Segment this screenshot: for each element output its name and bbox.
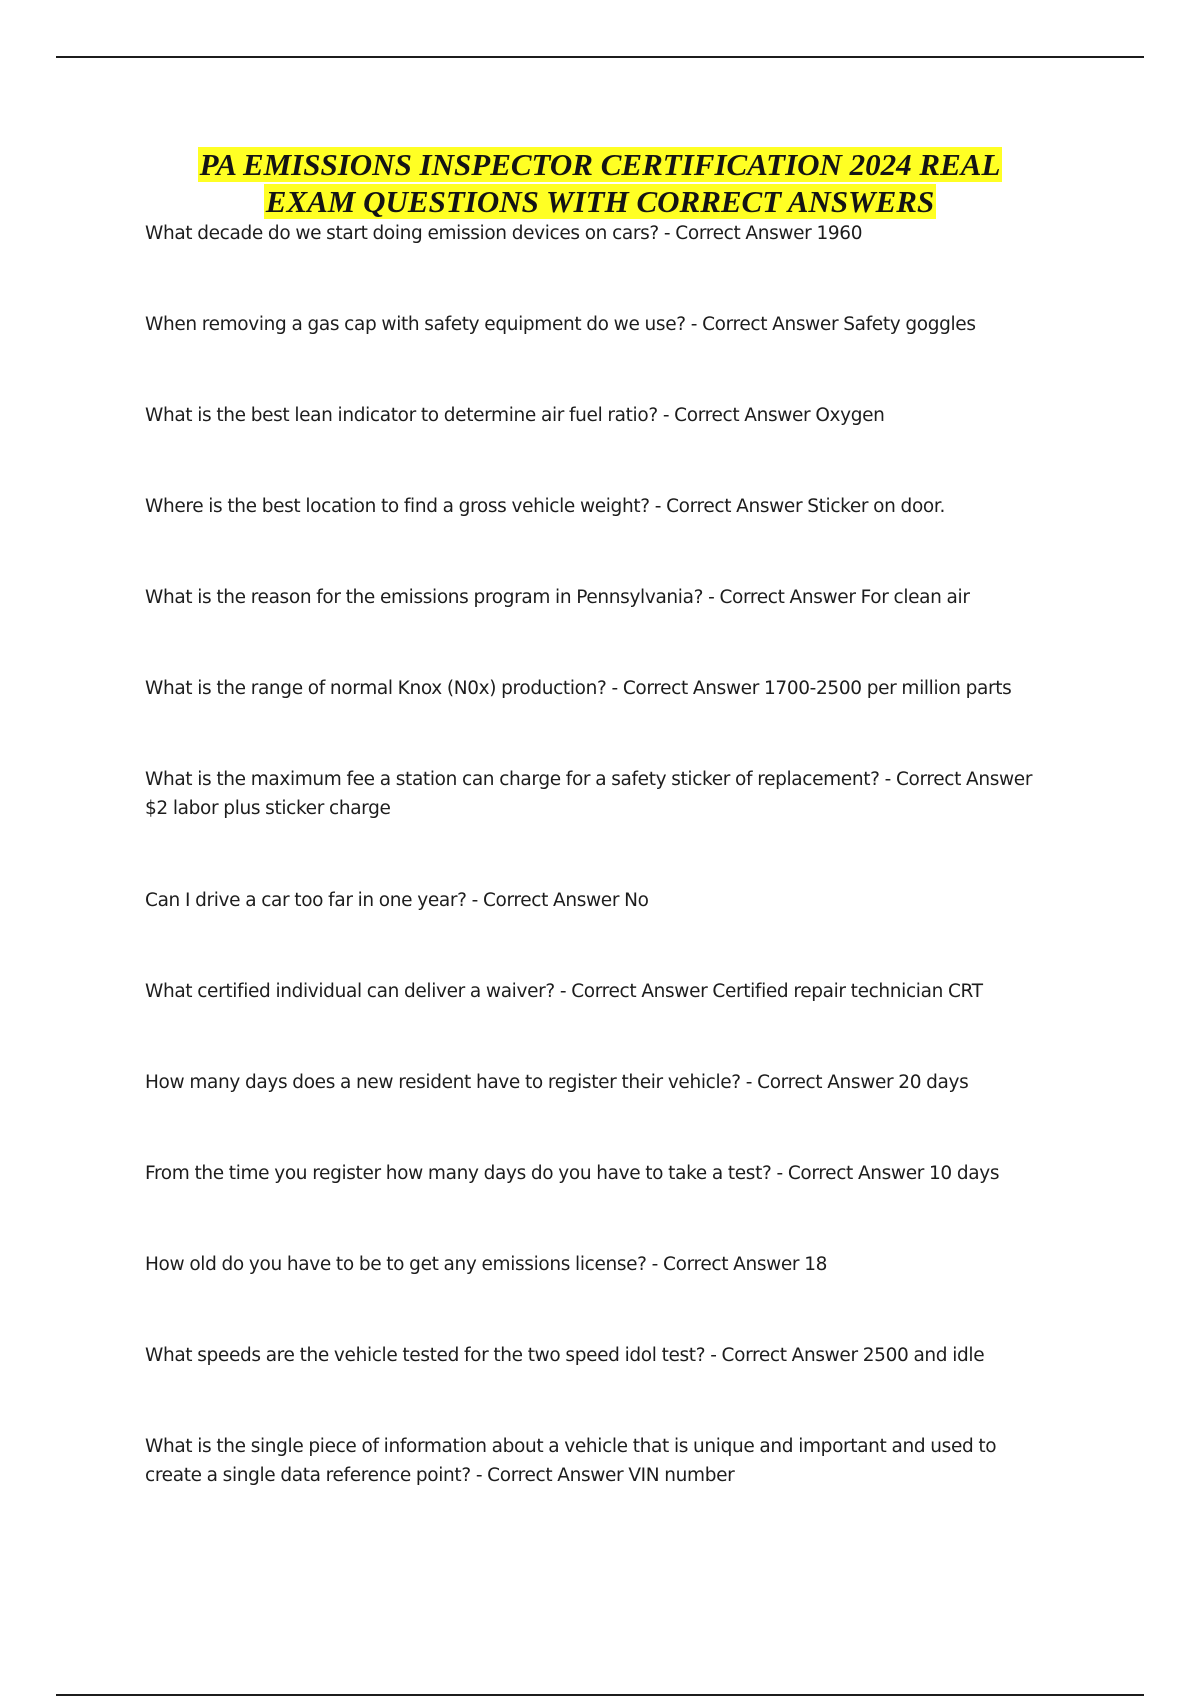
qa-item: What speeds are the vehicle tested for the two speed idol test? - Correct Answer 2500 and idle <box>145 1345 985 1366</box>
qa-item: Where is the best location to find a gross vehicle weight? - Correct Answer Sticker on door. <box>145 496 945 517</box>
qa-item: What is the single piece of information about a vehicle that is unique and important and used to create a single data reference point? - Correct Answer VIN number <box>145 1436 997 1486</box>
qa-item: What is the reason for the emissions program in Pennsylvania? - Correct Answer For clean air <box>145 587 970 608</box>
title-line-2: EXAM QUESTIONS WITH CORRECT ANSWERS <box>265 184 935 219</box>
top-rule <box>56 56 1144 58</box>
qa-item: How old do you have to be to get any emissions license? - Correct Answer 18 <box>145 1254 828 1275</box>
qa-item: From the time you register how many days do you have to take a test? - Correct Answer 10 days <box>145 1163 1000 1184</box>
qa-item: What certified individual can deliver a waiver? - Correct Answer Certified repair technician CRT <box>145 981 983 1002</box>
bottom-rule <box>56 1694 1144 1696</box>
qa-item: When removing a gas cap with safety equipment do we use? - Correct Answer Safety goggles <box>145 314 976 335</box>
qa-item: What is the range of normal Knox (N0x) production? - Correct Answer 1700-2500 per million parts <box>145 678 1012 699</box>
qa-item: What decade do we start doing emission devices on cars? - Correct Answer 1960 <box>145 223 863 244</box>
qa-item: What is the best lean indicator to determine air fuel ratio? - Correct Answer Oxygen <box>145 405 885 426</box>
qa-item: How many days does a new resident have to register their vehicle? - Correct Answer 20 days <box>145 1072 969 1093</box>
document-title <box>120 146 1080 220</box>
title-line-1: PA EMISSIONS INSPECTOR CERTIFICATION 2024 REAL <box>199 147 1001 182</box>
qa-item: What is the maximum fee a station can charge for a safety sticker of replacement? - Correct Answer $2 labor plus sticker charge <box>145 769 1033 819</box>
qa-item: Can I drive a car too far in one year? - Correct Answer No <box>145 890 649 911</box>
